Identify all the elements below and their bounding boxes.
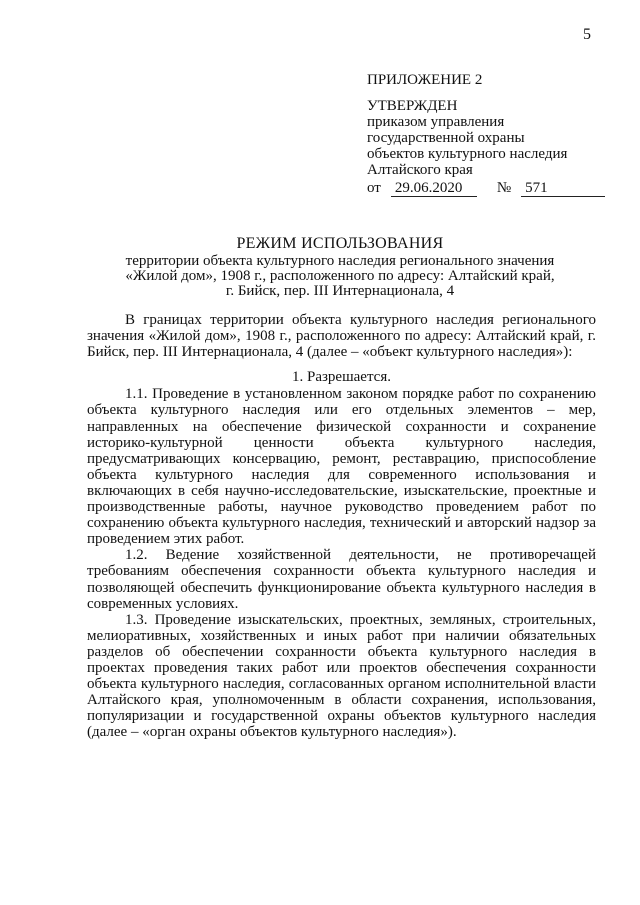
from-label: от bbox=[367, 180, 381, 196]
appendix-block bbox=[367, 72, 617, 197]
page-number: 5 bbox=[583, 26, 591, 43]
section-title: 1. Разрешается. bbox=[292, 369, 391, 386]
heading-line: г. Бийск, пер. III Интернационала, 4 bbox=[225, 283, 455, 299]
document-heading bbox=[110, 236, 570, 299]
approved-label: УТВЕРЖДЕН bbox=[367, 98, 458, 114]
document-body bbox=[87, 312, 596, 740]
order-reference bbox=[367, 180, 617, 197]
clause-1-2: 1.2. Ведение хозяйственной деятельности, не противоречащей требованиям обеспечения сохранности объекта культурного наследия и позволяющей обеспечить функционирование объекта культурного наследия в современных условиях. bbox=[87, 547, 596, 612]
clause-1-3: 1.3. Проведение изыскательских, проектных, земляных, строительных, мелиоративных, хозяйственных и иных работ при наличии обязательных разделов об обеспечении сохранности объекта культурного наследия в проектах проведения таких работ или проектов обеспечения сохранности объекта культурного наследия, согласованных органом исполнительной власти Алтайского края, уполномоченным в области сохранения, использования, популяризации и государственной охраны объектов культурного наследия (далее – «орган охраны объектов культурного наследия»). bbox=[87, 611, 596, 741]
order-date: 29.06.2020 bbox=[391, 180, 477, 197]
appendix-title: ПРИЛОЖЕНИЕ 2 bbox=[367, 72, 483, 88]
approval-line: приказом управления bbox=[367, 114, 505, 130]
approval-line: Алтайского края bbox=[367, 162, 473, 178]
number-label: № bbox=[496, 180, 512, 196]
intro-paragraph: В границах территории объекта культурного наследия регионального значения «Жилой дом», 1908 г., расположенного по адресу: Алтайский край, г. Бийск, пер. III Интернационала, 4 (далее – «объект культурного наследия»): bbox=[87, 312, 596, 361]
clause-1-1: 1.1. Проведение в установленном законом порядке работ по сохранению объекта культурного наследия или его отдельных элементов – мер, направленных на обеспечение физической сохранности и сохранение историко-культурной ценности объекта культурного наследия, предусматривающих консервацию, ремонт, реставрацию, приспособление объекта культурного наследия для современного использования и включающих в себя научно-исследовательские, изыскательские, проектные и производственные работы, научное руководство проведением работ по сохранению объекта культурного наследия, технический и авторский надзор за проведением этих работ. bbox=[87, 386, 596, 548]
heading-line: территории объекта культурного наследия регионального значения bbox=[125, 253, 555, 269]
approval-line: государственной охраны bbox=[367, 130, 525, 146]
heading-line: «Жилой дом», 1908 г., расположенного по адресу: Алтайский край, bbox=[125, 268, 555, 284]
approval-line: объектов культурного наследия bbox=[367, 146, 568, 162]
order-number: 571 bbox=[521, 180, 605, 197]
heading-title: РЕЖИМ ИСПОЛЬЗОВАНИЯ bbox=[236, 235, 444, 252]
